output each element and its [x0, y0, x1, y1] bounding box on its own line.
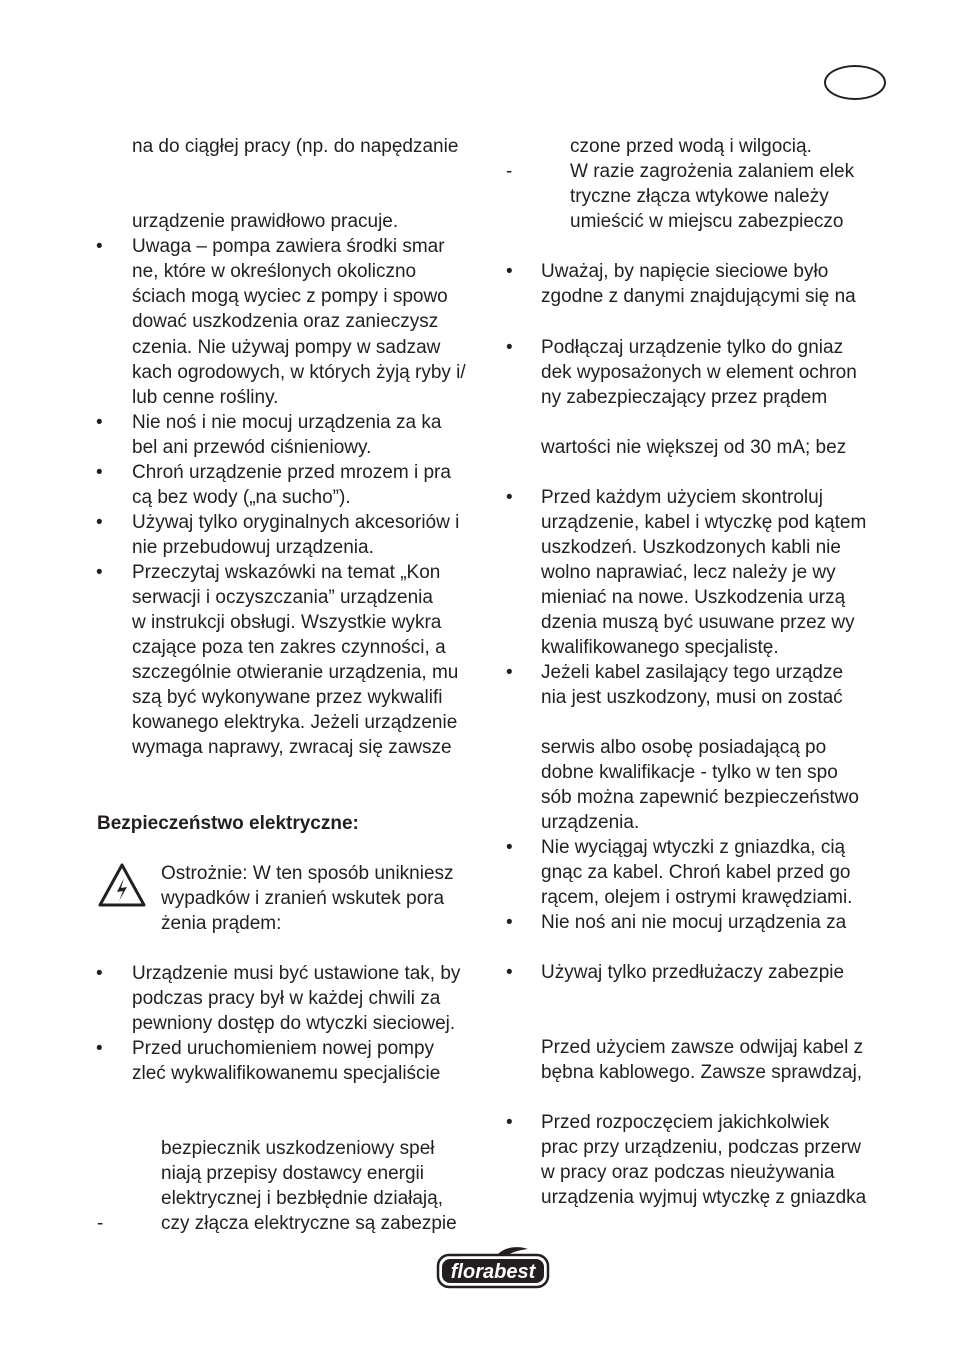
bullet: •: [506, 337, 513, 358]
text-line: Przed każdym użyciem skontroluj: [541, 487, 823, 508]
text-line: nia jest uszkodzony, musi on zostać: [541, 687, 843, 708]
text-line: prac przy urządzeniu, podczas przerw: [541, 1137, 861, 1158]
text-line: wymaga naprawy, zwracaj się zawsze: [132, 737, 452, 758]
text-line: cą bez wody („na sucho”).: [132, 487, 351, 508]
text-line: umieścić w miejscu zabezpieczo: [570, 211, 844, 232]
text-line: pewniony dostęp do wtyczki sieciowej.: [132, 1013, 456, 1034]
language-badge: [824, 65, 886, 100]
text-line: Uważaj, by napięcie sieciowe było: [541, 261, 829, 282]
text-line: Podłączaj urządzenie tylko do gniaz: [541, 337, 844, 358]
text-line: Jeżeli kabel zasilający tego urządze: [541, 662, 844, 683]
text-line: bezpiecznik uszkodzeniowy speł: [161, 1138, 435, 1159]
bullet: •: [96, 462, 103, 483]
bullet: •: [506, 962, 513, 983]
electric-hazard-warning-icon: [97, 862, 147, 908]
text-line: w pracy oraz podczas nieużywania: [541, 1162, 835, 1183]
text-line: mieniać na nowe. Uszkodzenia urzą: [541, 587, 846, 608]
text-line: zgodne z danymi znajdującymi się na: [541, 286, 856, 307]
text-line: serwacji i oczyszczania” urządzenia: [132, 587, 433, 608]
text-line: urządzenie, kabel i wtyczkę pod kątem: [541, 512, 867, 533]
text-line: kwalifikowanego specjalistę.: [541, 637, 779, 658]
text-line: Przed uruchomieniem nowej pompy: [132, 1038, 435, 1059]
text-line: Nie wyciągaj wtyczki z gniazdka, cią: [541, 837, 846, 858]
bullet: •: [96, 412, 103, 433]
text-line: ściach mogą wyciec z pompy i spowo: [132, 286, 448, 307]
text-line: Chroń urządzenie przed mrozem i pra: [132, 462, 451, 483]
text-line: urządzenie prawidłowo pracuje.: [132, 211, 399, 232]
text-line: czenia. Nie używaj pompy w sadzaw: [132, 337, 441, 358]
text-line: Przed użyciem zawsze odwijaj kabel z: [541, 1037, 864, 1058]
text-line: szą być wykonywane przez wykwalifi: [132, 687, 443, 708]
bullet: •: [96, 963, 103, 984]
text-line: urządzenia.: [541, 812, 640, 833]
text-line: Ostrożnie: W ten sposób unikniesz: [161, 863, 454, 884]
text-line: Używaj tylko oryginalnych akcesoriów i: [132, 512, 460, 533]
text-line: rącem, olejem i ostrymi krawędziami.: [541, 887, 853, 908]
text-line: Przeczytaj wskazówki na temat „Kon: [132, 562, 441, 583]
text-line: serwis albo osobę posiadającą po: [541, 737, 827, 758]
text-line: nie przebudowuj urządzenia.: [132, 537, 374, 558]
text-line: dzenia muszą być usuwane przez wy: [541, 612, 855, 633]
text-line: w instrukcji obsługi. Wszystkie wykra: [132, 612, 442, 633]
text-line: kach ogrodowych, w których żyją ryby i/: [132, 362, 466, 383]
bullet: •: [96, 1038, 103, 1059]
text-line: wartości nie większej od 30 mA; bez: [541, 437, 847, 458]
section-heading: Bezpieczeństwo elektryczne:: [97, 813, 359, 834]
bullet: •: [96, 562, 103, 583]
text-line: gnąc za kabel. Chroń kabel przed go: [541, 862, 851, 883]
text-line: tryczne złącza wtykowe należy: [570, 186, 829, 207]
text-line: na do ciągłej pracy (np. do napędzanie: [132, 136, 459, 157]
text-line: żenia prądem:: [161, 913, 282, 934]
florabest-logo: [436, 1245, 550, 1289]
bullet: •: [506, 837, 513, 858]
text-line: bel ani przewód ciśnieniowy.: [132, 437, 372, 458]
text-line: urządzenia wyjmuj wtyczkę z gniazdka: [541, 1187, 867, 1208]
text-line: bębna kablowego. Zawsze sprawdzaj,: [541, 1062, 863, 1083]
bullet: •: [506, 912, 513, 933]
text-line: dować uszkodzenia oraz zanieczysz: [132, 311, 439, 332]
text-line: Używaj tylko przedłużaczy zabezpie: [541, 962, 845, 983]
text-line: dek wyposażonych w element ochron: [541, 362, 857, 383]
text-line: sób można zapewnić bezpieczeństwo: [541, 787, 859, 808]
bullet: •: [506, 487, 513, 508]
text-line: szczególnie otwieranie urządzenia, mu: [132, 662, 459, 683]
text-line: dobne kwalifikacje - tylko w ten spo: [541, 762, 838, 783]
bullet: •: [96, 512, 103, 533]
text-line: Urządzenie musi być ustawione tak, by: [132, 963, 461, 984]
text-line: ne, które w określonych okoliczno: [132, 261, 417, 282]
text-line: czające poza ten zakres czynności, a: [132, 637, 446, 658]
text-line: czy złącza elektryczne są zabezpie: [161, 1213, 457, 1234]
bullet: •: [506, 261, 513, 282]
dash: -: [97, 1213, 104, 1234]
text-line: uszkodzeń. Uszkodzonych kabli nie: [541, 537, 841, 558]
bullet: •: [506, 662, 513, 683]
text-line: podczas pracy był w każdej chwili za: [132, 988, 441, 1009]
text-line: kowanego elektryka. Jeżeli urządzenie: [132, 712, 458, 733]
text-line: ny zabezpieczający przez prądem: [541, 387, 828, 408]
bullet: •: [96, 236, 103, 257]
text-line: niają przepisy dostawcy energii: [161, 1163, 424, 1184]
text-line: Nie noś i nie mocuj urządzenia za ka: [132, 412, 442, 433]
text-line: elektrycznej i bezbłędnie działają,: [161, 1188, 443, 1209]
dash: -: [506, 161, 513, 182]
text-line: Nie noś ani nie mocuj urządzenia za: [541, 912, 847, 933]
text-line: lub cenne rośliny.: [132, 387, 279, 408]
text-line: Przed rozpoczęciem jakichkolwiek: [541, 1112, 830, 1133]
text-line: zleć wykwalifikowanemu specjaliście: [132, 1063, 441, 1084]
text-line: W razie zagrożenia zalaniem elek: [570, 161, 855, 182]
text-line: wolno naprawiać, lecz należy je wy: [541, 562, 836, 583]
bullet: •: [506, 1112, 513, 1133]
logo-text: florabest: [450, 1261, 536, 1283]
text-line: Uwaga – pompa zawiera środki smar: [132, 236, 445, 257]
text-line: czone przed wodą i wilgocią.: [570, 136, 812, 157]
text-line: wypadków i zranień wskutek pora: [161, 888, 445, 909]
